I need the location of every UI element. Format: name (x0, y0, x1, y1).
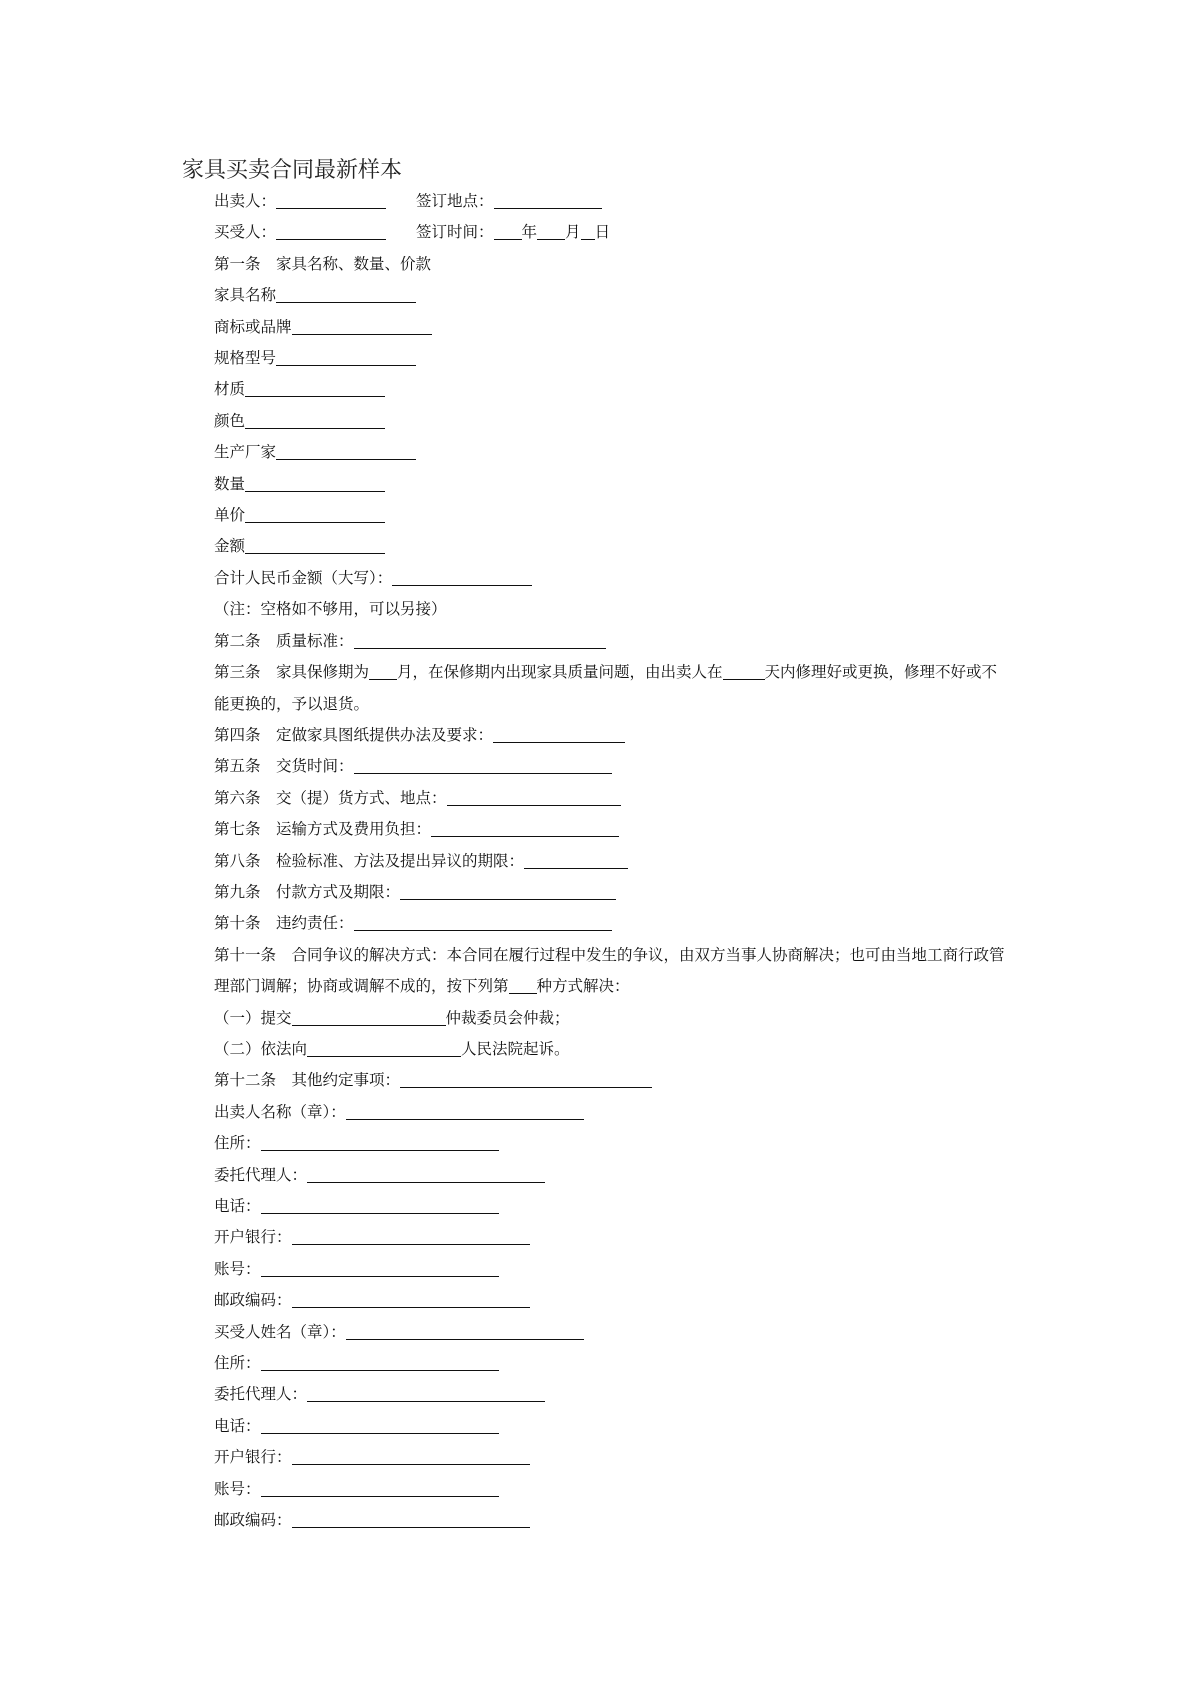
field-quantity-label: 数量 (214, 474, 246, 493)
field-amount-label: 金额 (214, 537, 246, 556)
buyer-agent-blank[interactable] (307, 1384, 545, 1402)
article-8-line (182, 846, 1012, 877)
article-6-label: 第六条 交（提）货方式、地点： (214, 788, 447, 807)
court-option-b: 人民法院起诉。 (461, 1039, 570, 1058)
buyer-label: 买受人： (214, 223, 277, 242)
article-8-label: 第八条 检验标准、方法及提出异议的期限： (214, 851, 525, 870)
field-quantity-line (182, 469, 1012, 500)
field-material-line (182, 374, 1012, 405)
arbitration-committee-blank[interactable] (292, 1008, 446, 1026)
article-5-label: 第五条 交货时间： (214, 757, 354, 776)
article-8-blank[interactable] (524, 851, 628, 869)
field-name-line (182, 280, 1012, 311)
article-2-line (182, 626, 1012, 657)
buyer-postcode-blank[interactable] (292, 1510, 530, 1528)
field-brand-blank[interactable] (292, 317, 432, 335)
buyer-bank-blank[interactable] (292, 1447, 530, 1465)
field-model-label: 规格型号 (214, 349, 277, 368)
article-3-paragraph (182, 657, 1012, 720)
article-6-line (182, 783, 1012, 814)
seller-sign-place-line (182, 186, 1012, 217)
seller-phone-line (182, 1191, 1012, 1222)
seller-bank-label: 开户银行： (214, 1228, 292, 1247)
seller-bank-line (182, 1222, 1012, 1253)
field-quantity-blank[interactable] (245, 474, 385, 492)
article-3-part3: 天内修理好或更换，修理不好或不能更换的，予以退货。 (214, 663, 998, 713)
field-brand-label: 商标或品牌 (214, 317, 292, 336)
total-amount-line (182, 563, 1012, 594)
sign-time-label: 签订时间： (416, 223, 494, 242)
field-name-blank[interactable] (276, 285, 416, 303)
court-name-blank[interactable] (307, 1039, 461, 1057)
buyer-sign-time-line (182, 217, 1012, 248)
month-label: 月 (565, 223, 581, 242)
buyer-address-line (182, 1348, 1012, 1379)
buyer-name-label: 买受人姓名（章）： (214, 1322, 346, 1341)
dispute-option-blank[interactable] (509, 976, 537, 994)
field-color-line (182, 406, 1012, 437)
repair-days-blank[interactable] (723, 662, 765, 680)
field-maker-blank[interactable] (276, 442, 416, 460)
seller-postcode-label: 邮政编码： (214, 1291, 292, 1310)
seller-agent-label: 委托代理人： (214, 1165, 308, 1184)
buyer-blank[interactable] (276, 222, 386, 240)
seller-address-line (182, 1128, 1012, 1159)
buyer-account-blank[interactable] (261, 1479, 499, 1497)
seller-address-blank[interactable] (261, 1133, 499, 1151)
field-unit-price-label: 单价 (214, 506, 246, 525)
buyer-agent-line (182, 1379, 1012, 1410)
field-amount-blank[interactable] (245, 536, 385, 554)
day-blank[interactable] (581, 222, 595, 240)
total-amount-blank[interactable] (392, 568, 532, 586)
article-9-line (182, 877, 1012, 908)
field-model-line (182, 343, 1012, 374)
buyer-address-blank[interactable] (261, 1353, 499, 1371)
buyer-name-blank[interactable] (346, 1322, 584, 1340)
article-12-line (182, 1065, 1012, 1096)
seller-account-label: 账号： (214, 1259, 261, 1278)
year-label: 年 (521, 223, 538, 242)
seller-account-line (182, 1254, 1012, 1285)
article-11-paragraph (182, 940, 1012, 1003)
article-3-part1: 第三条 家具保修期为 (214, 663, 370, 682)
field-unit-price-blank[interactable] (245, 505, 385, 523)
article-2-blank[interactable] (354, 631, 606, 649)
contract-document (182, 156, 1012, 1536)
article-6-blank[interactable] (447, 788, 621, 806)
buyer-account-line (182, 1474, 1012, 1505)
field-model-blank[interactable] (276, 348, 416, 366)
buyer-postcode-line (182, 1505, 1012, 1536)
seller-phone-blank[interactable] (261, 1196, 499, 1214)
day-label: 日 (594, 223, 611, 242)
buyer-name-line (182, 1317, 1012, 1348)
buyer-phone-line (182, 1411, 1012, 1442)
seller-bank-blank[interactable] (292, 1227, 530, 1245)
field-unit-price-line (182, 500, 1012, 531)
article-4-line (182, 720, 1012, 751)
sign-place-blank[interactable] (494, 191, 602, 209)
article-10-line (182, 908, 1012, 939)
article-7-line (182, 814, 1012, 845)
buyer-address-label: 住所： (214, 1354, 261, 1373)
article-5-line (182, 751, 1012, 782)
sign-place-label: 签订地点： (416, 192, 494, 210)
field-material-label: 材质 (214, 380, 246, 399)
warranty-months-blank[interactable] (369, 662, 397, 680)
seller-blank[interactable] (276, 191, 386, 209)
seller-name-label: 出卖人名称（章）： (214, 1102, 346, 1121)
article-2-label: 第二条 质量标准： (214, 631, 354, 650)
field-name-label: 家具名称 (214, 286, 277, 305)
article-3-part2: 月，在保修期内出现家具质量问题，由出卖人在 (397, 663, 723, 682)
arbitration-option-a: （一）提交 (214, 1008, 292, 1027)
article-4-label: 第四条 定做家具图纸提供办法及要求： (214, 725, 494, 744)
article-9-blank[interactable] (400, 882, 616, 900)
article-5-blank[interactable] (354, 756, 612, 774)
article-1-heading: 第一条 家具名称、数量、价款 (214, 254, 432, 273)
article-10-label: 第十条 违约责任： (214, 914, 354, 933)
article-12-label: 第十二条 其他约定事项： (214, 1071, 401, 1090)
seller-account-blank[interactable] (261, 1259, 499, 1277)
arbitration-option-line (182, 1003, 1012, 1034)
field-color-label: 颜色 (214, 411, 246, 430)
court-option-a: （二）依法向 (214, 1039, 308, 1058)
seller-label: 出卖人： (214, 192, 277, 210)
seller-address-label: 住所： (214, 1134, 261, 1153)
article-12-blank[interactable] (400, 1070, 652, 1088)
article-11-part2: 种方式解决： (536, 977, 630, 996)
seller-name-line (182, 1097, 1012, 1128)
seller-name-blank[interactable] (346, 1102, 584, 1120)
article-7-label: 第七条 运输方式及费用负担： (214, 820, 432, 839)
field-brand-line (182, 312, 1012, 343)
buyer-agent-label: 委托代理人： (214, 1385, 308, 1404)
court-option-line (182, 1034, 1012, 1065)
article-9-label: 第九条 付款方式及期限： (214, 882, 401, 901)
buyer-bank-label: 开户银行： (214, 1448, 292, 1467)
field-maker-line (182, 437, 1012, 468)
year-blank[interactable] (494, 222, 522, 240)
seller-agent-blank[interactable] (307, 1165, 545, 1183)
buyer-postcode-label: 邮政编码： (214, 1511, 292, 1530)
total-amount-label: 合计人民币金额（大写）： (214, 568, 393, 587)
article-10-blank[interactable] (354, 913, 612, 931)
field-material-blank[interactable] (245, 379, 385, 397)
seller-agent-line (182, 1160, 1012, 1191)
article-4-blank[interactable] (493, 725, 625, 743)
buyer-bank-line (182, 1442, 1012, 1473)
article-11-part1: 第十一条 合同争议的解决方式：本合同在履行过程中发生的争议，由双方当事人协商解决；也可由当地工商行政管理部门调解；协商或调解不成的，按下列第 (214, 945, 1005, 996)
document-title: 家具买卖合同最新样本 (182, 158, 403, 183)
seller-phone-label: 电话： (214, 1197, 261, 1215)
seller-postcode-blank[interactable] (292, 1290, 530, 1308)
field-maker-label: 生产厂家 (214, 443, 277, 462)
arbitration-option-b: 仲裁委员会仲裁； (445, 1008, 570, 1027)
field-color-blank[interactable] (245, 411, 385, 429)
article-7-blank[interactable] (431, 819, 619, 837)
month-blank[interactable] (537, 222, 565, 240)
note-line: （注：空格如不够用，可以另接） (214, 600, 447, 619)
buyer-phone-blank[interactable] (261, 1416, 499, 1434)
seller-postcode-line (182, 1285, 1012, 1316)
field-amount-line (182, 531, 1012, 562)
buyer-phone-label: 电话： (214, 1416, 261, 1435)
buyer-account-label: 账号： (214, 1479, 261, 1498)
